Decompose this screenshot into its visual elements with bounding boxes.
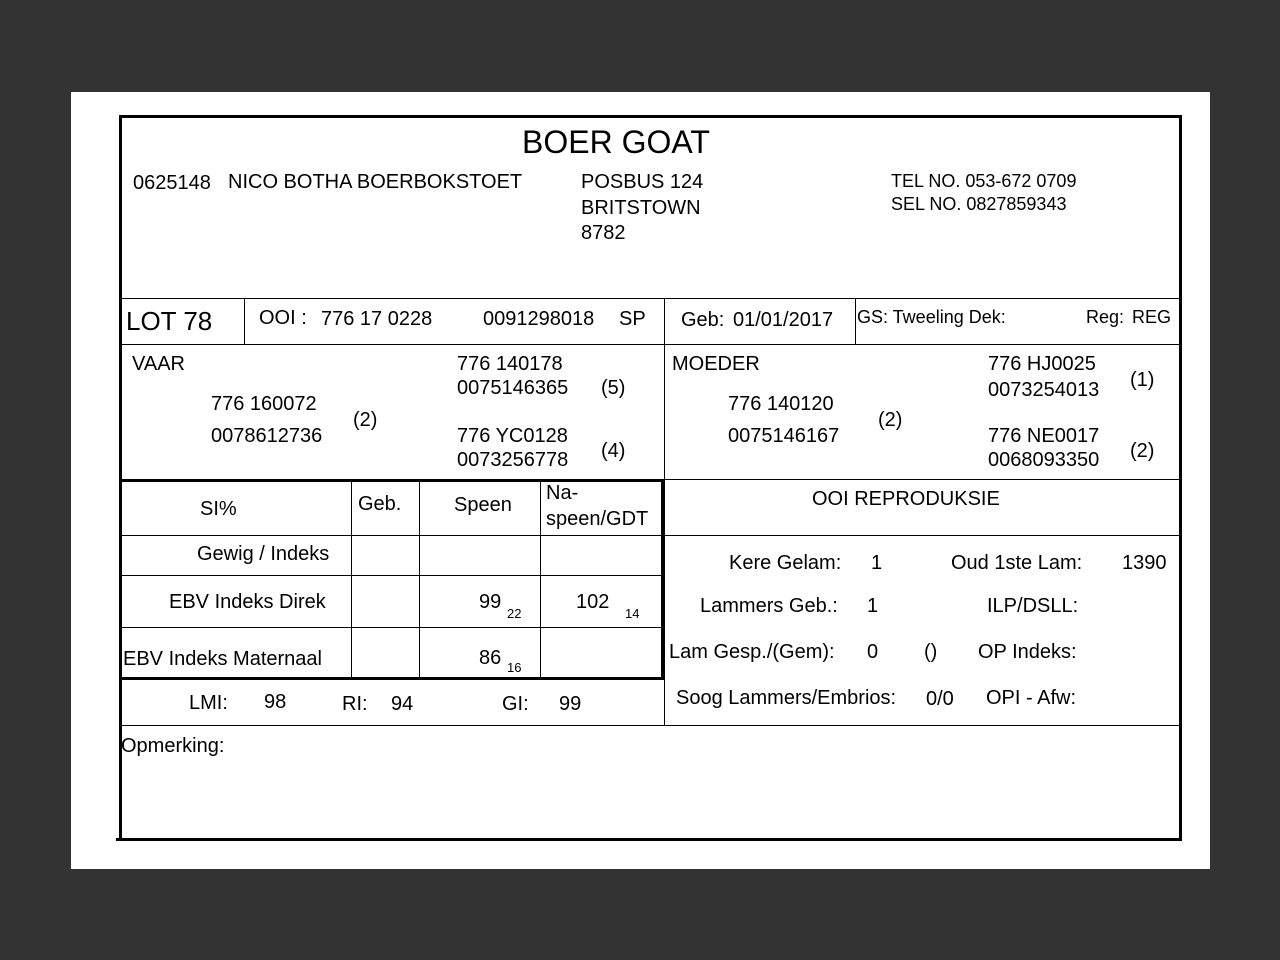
geb-header: Geb. bbox=[358, 493, 402, 515]
divider-perf-right bbox=[661, 480, 664, 679]
breeder-name: NICO BOTHA BOERBOKSTOET bbox=[228, 171, 523, 193]
goat-info-card bbox=[71, 92, 1210, 869]
border-right bbox=[1179, 115, 1182, 841]
address-line-3: 8782 bbox=[581, 222, 626, 244]
divider-header bbox=[121, 298, 1179, 299]
border-bottom bbox=[116, 838, 1179, 841]
divider-lot-v bbox=[244, 298, 245, 344]
divider-perf-row3 bbox=[121, 677, 665, 680]
op-label: OP Indeks: bbox=[978, 641, 1077, 663]
gi-label: GI: bbox=[502, 693, 529, 715]
moeder-count: (2) bbox=[878, 409, 903, 431]
divider-col-geb bbox=[351, 480, 352, 678]
divider-middle bbox=[664, 298, 665, 725]
grade: SP bbox=[619, 308, 646, 330]
reg-label: Reg: bbox=[1086, 307, 1125, 327]
divider-remarks bbox=[121, 725, 1179, 726]
gem-value: () bbox=[924, 641, 938, 663]
maternaal-speen: 86 bbox=[479, 647, 502, 669]
kere-label: Kere Gelam: bbox=[729, 552, 842, 574]
ooi-label: OOI : bbox=[259, 307, 307, 329]
moeder-dam-id: 776 NE0017 bbox=[988, 425, 1100, 447]
maternaal-row-label: EBV Indeks Maternaal bbox=[123, 648, 322, 670]
ri-label: RI: bbox=[342, 693, 368, 715]
gesp-value: 0 bbox=[867, 641, 879, 663]
divider-perf-row2 bbox=[121, 627, 665, 628]
moeder-dam-number: 0068093350 bbox=[988, 449, 1100, 471]
reproduction-title: OOI REPRODUKSIE bbox=[812, 488, 1000, 510]
border-left bbox=[119, 115, 122, 841]
vaar-number: 0078612736 bbox=[211, 425, 323, 447]
ilp-label: ILP/DSLL: bbox=[987, 595, 1079, 617]
lot-number: LOT 78 bbox=[126, 306, 213, 336]
lmi-value: 98 bbox=[264, 691, 287, 713]
moeder-number: 0075146167 bbox=[728, 425, 840, 447]
soog-value: 0/0 bbox=[926, 688, 954, 710]
vaar-sire-number: 0075146365 bbox=[457, 377, 569, 399]
maternaal-speen-accuracy: 16 bbox=[507, 660, 522, 675]
reg-value: REG bbox=[1132, 307, 1172, 327]
divider-repro-header bbox=[665, 535, 1179, 536]
remarks-label: Opmerking: bbox=[121, 735, 225, 757]
divider-col-naspeen bbox=[540, 480, 541, 678]
divider-geb-v bbox=[855, 298, 856, 344]
moeder-dam-count: (2) bbox=[1130, 440, 1155, 462]
vaar-dam-count: (4) bbox=[601, 440, 626, 462]
geb-label: Geb: bbox=[681, 309, 725, 331]
oud-value: 1390 bbox=[1122, 552, 1167, 574]
vaar-dam-number: 0073256778 bbox=[457, 449, 569, 471]
divider-perf-header bbox=[121, 535, 665, 536]
direk-speen-accuracy: 22 bbox=[507, 606, 522, 621]
si-header: SI% bbox=[200, 498, 237, 520]
address-line-1: POSBUS 124 bbox=[581, 171, 704, 193]
naspeen-header-line2: speen/GDT bbox=[546, 508, 649, 530]
birth-date: 01/01/2017 bbox=[733, 309, 834, 331]
border-top bbox=[119, 115, 1182, 118]
cellphone: SEL NO. 0827859343 bbox=[891, 194, 1067, 214]
direk-speen: 99 bbox=[479, 591, 502, 613]
divider-perf-row1 bbox=[121, 575, 665, 576]
speen-header: Speen bbox=[454, 494, 512, 516]
gi-value: 99 bbox=[559, 693, 582, 715]
moeder-label: MOEDER bbox=[672, 353, 760, 375]
soog-label: Soog Lammers/Embrios: bbox=[676, 687, 897, 709]
moeder-id: 776 140120 bbox=[728, 393, 834, 415]
opi-label: OPI - Afw: bbox=[986, 687, 1077, 709]
registration-number: 0091298018 bbox=[483, 308, 595, 330]
moeder-sire-id: 776 HJ0025 bbox=[988, 353, 1096, 375]
direk-row-label: EBV Indeks Direk bbox=[169, 591, 326, 613]
lmi-label: LMI: bbox=[189, 692, 228, 714]
card-title: BOER GOAT bbox=[522, 124, 710, 160]
ri-value: 94 bbox=[391, 693, 414, 715]
address-line-2: BRITSTOWN bbox=[581, 197, 701, 219]
vaar-count: (2) bbox=[353, 409, 378, 431]
vaar-sire-id: 776 140178 bbox=[457, 353, 563, 375]
oud-label: Oud 1ste Lam: bbox=[951, 552, 1083, 574]
divider-lot bbox=[121, 344, 1179, 345]
vaar-id: 776 160072 bbox=[211, 393, 317, 415]
gesp-label: Lam Gesp./(Gem): bbox=[669, 641, 835, 663]
moeder-sire-count: (1) bbox=[1130, 369, 1155, 391]
divider-pedigree-left bbox=[121, 479, 665, 482]
gs-info: GS: Tweeling Dek: bbox=[857, 307, 1006, 327]
gewig-row-label: Gewig / Indeks bbox=[197, 543, 330, 565]
lammers-label: Lammers Geb.: bbox=[700, 595, 838, 617]
direk-naspeen-accuracy: 14 bbox=[625, 606, 640, 621]
kere-value: 1 bbox=[871, 552, 883, 574]
lammers-value: 1 bbox=[867, 595, 879, 617]
vaar-dam-id: 776 YC0128 bbox=[457, 425, 568, 447]
vaar-label: VAAR bbox=[132, 353, 185, 375]
ooi-id: 776 17 0228 bbox=[321, 308, 433, 330]
vaar-sire-count: (5) bbox=[601, 377, 626, 399]
breeder-code: 0625148 bbox=[133, 172, 211, 194]
divider-pedigree-right bbox=[665, 479, 1179, 480]
moeder-sire-number: 0073254013 bbox=[988, 379, 1100, 401]
telephone: TEL NO. 053-672 0709 bbox=[891, 171, 1077, 191]
divider-col-speen bbox=[419, 480, 420, 678]
naspeen-header-line1: Na- bbox=[546, 482, 579, 504]
direk-naspeen: 102 bbox=[576, 591, 610, 613]
